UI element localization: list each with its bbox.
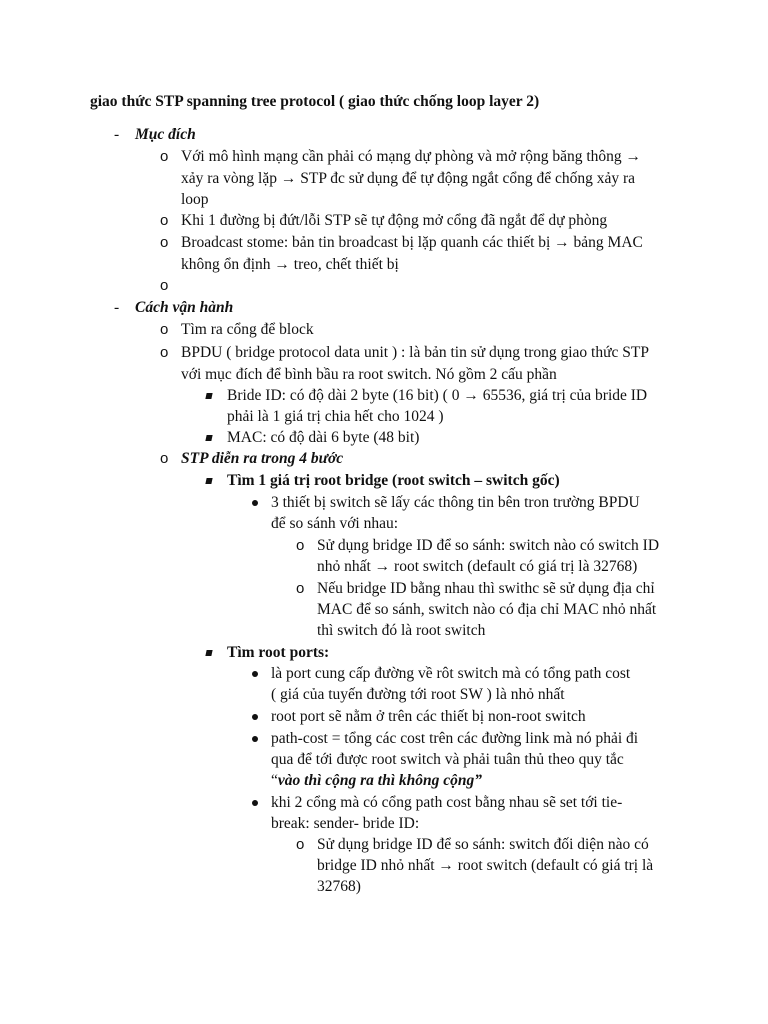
circle-bullet-icon: o	[296, 836, 305, 853]
circle-bullet-icon: o	[296, 580, 305, 597]
list-item-line: để so sánh với nhau:	[271, 515, 399, 532]
list-item-line: MAC để so sánh, switch nào có địa chỉ MAC nhỏ nhất	[317, 601, 657, 618]
square-bullet-icon	[205, 478, 212, 484]
step1-heading: Tìm 1 giá trị root bridge (root switch – switch gốc)	[227, 472, 560, 489]
circle-bullet-icon: o	[160, 450, 169, 467]
list-item-line: Nếu bridge ID bằng nhau thì swithc sẽ sử dụng địa chỉ	[317, 580, 655, 597]
list-item-line: nhỏ nhất → root switch (default có giá trị là 32768)	[317, 558, 638, 575]
section-heading-purpose: Mục đích	[135, 126, 196, 143]
list-item-line: 3 thiết bị switch sẽ lấy các thông tin bên tron trường BPDU	[271, 494, 640, 511]
list-item-line: path-cost = tổng các cost trên các đường link mà nó phải đi	[271, 730, 639, 747]
list-item-line: loop	[181, 191, 209, 208]
list-item-line: break: sender- bride ID:	[271, 815, 420, 832]
list-item-line: Broadcast stome: bản tin broadcast bị lặp quanh các thiết bị → bảng MAC	[181, 234, 643, 251]
list-item-line: ( giá của tuyến đường tới root SW ) là nhỏ nhất	[271, 686, 565, 703]
disc-bullet-icon	[252, 714, 258, 720]
list-item-line: Sử dụng bridge ID để so sánh: switch đối diện nào có	[317, 836, 649, 853]
dash-bullet: -	[114, 299, 120, 316]
step2-heading: Tìm root ports:	[227, 644, 330, 661]
circle-bullet-icon: o	[160, 277, 169, 294]
square-bullet-icon	[205, 393, 212, 399]
list-item-line: Tìm ra cổng để block	[181, 321, 314, 338]
list-item-line: phải là 1 giá trị chia hết cho 1024 )	[227, 408, 444, 425]
list-item-line: với mục đích để bình bầu ra root switch. Nó gồm 2 cấu phần	[181, 366, 557, 383]
rule-text: vào thì cộng ra thì không cộng”	[277, 772, 483, 789]
rule-line	[271, 770, 482, 792]
list-item-line: root port sẽ nằm ở trên các thiết bị non-root switch	[271, 708, 586, 725]
list-item-line: không ổn định → treo, chết thiết bị	[181, 256, 399, 273]
list-item-line: BPDU ( bridge protocol data unit ) : là bản tin sử dụng trong giao thức STP	[181, 344, 649, 361]
circle-bullet-icon: o	[160, 148, 169, 165]
circle-bullet-icon: o	[296, 537, 305, 554]
list-item-line: 32768)	[317, 878, 361, 895]
list-item-line: xảy ra vòng lặp → STP đc sử dụng để tự động ngắt cổng để chống xảy ra	[181, 170, 636, 187]
disc-bullet-icon	[252, 671, 258, 677]
document-title: giao thức STP spanning tree protocol ( giao thức chống loop layer 2)	[90, 93, 540, 110]
square-bullet-icon	[205, 650, 212, 656]
list-item-line: Bride ID: có độ dài 2 byte (16 bit) ( 0 → 65536, giá trị của bride ID	[227, 387, 648, 404]
disc-bullet-icon	[252, 500, 258, 506]
list-item-line: Khi 1 đường bị đứt/lỗi STP sẽ tự động mở cổng đã ngắt để dự phòng	[181, 212, 608, 229]
list-item-line: Sử dụng bridge ID để so sánh: switch nào có switch ID	[317, 537, 660, 554]
steps-heading: STP diễn ra trong 4 bước	[181, 450, 344, 467]
square-bullet-icon	[205, 435, 212, 441]
circle-bullet-icon: o	[160, 234, 169, 251]
list-item-line: MAC: có độ dài 6 byte (48 bit)	[227, 429, 420, 446]
list-item-line: thì switch đó là root switch	[317, 622, 486, 639]
circle-bullet-icon: o	[160, 344, 169, 361]
list-item-line: là port cung cấp đường về rôt switch mà có tổng path cost	[271, 665, 631, 682]
disc-bullet-icon	[252, 736, 258, 742]
section-heading-operation: Cách vận hành	[135, 299, 234, 316]
rule-quote: “	[271, 772, 278, 789]
list-item-line: Với mô hình mạng cần phải có mạng dự phòng và mở rộng băng thông →	[181, 148, 642, 165]
list-item-line: bridge ID nhỏ nhất → root switch (default có giá trị là	[317, 857, 654, 874]
list-item-line: khi 2 cổng mà có cổng path cost bằng nhau sẽ set tới tie-	[271, 794, 623, 811]
list-item-line: qua để tới được root switch và phải tuân thủ theo quy tắc	[271, 751, 624, 768]
dash-bullet: -	[114, 126, 120, 143]
circle-bullet-icon: o	[160, 321, 169, 338]
disc-bullet-icon	[252, 800, 258, 806]
circle-bullet-icon: o	[160, 212, 169, 229]
